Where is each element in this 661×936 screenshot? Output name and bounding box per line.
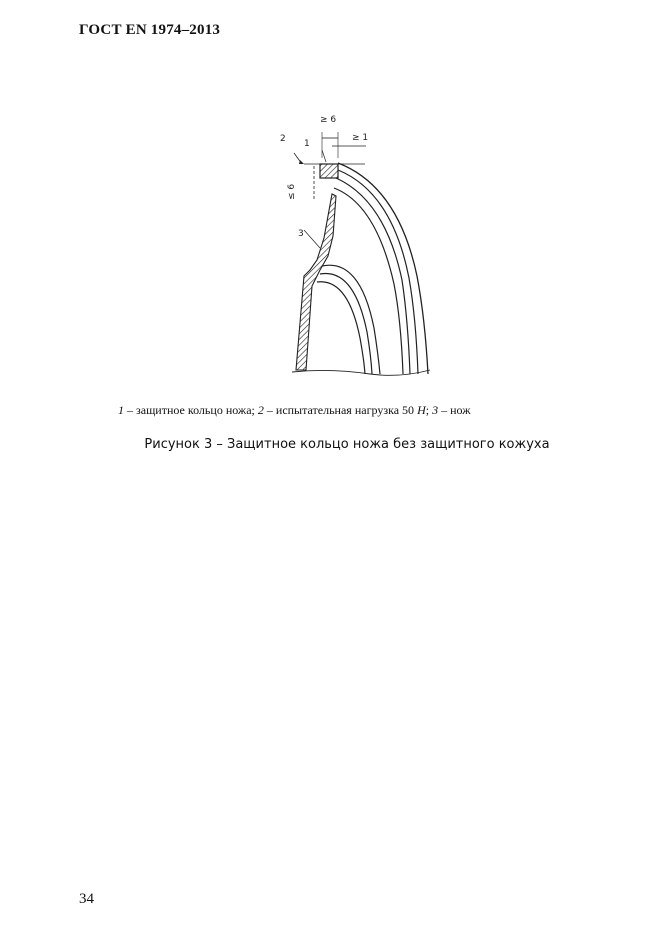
legend-text-2: – испытательная нагрузка 50	[263, 403, 418, 417]
legend-unit: Н	[417, 403, 426, 417]
dim-le6: ≤ 6	[287, 183, 297, 200]
dim-ge1: ≥ 1	[352, 133, 369, 143]
guard-ring-section	[320, 164, 338, 178]
page-number: 34	[79, 891, 94, 907]
outer-arc-2	[338, 170, 418, 374]
callout-3: 3	[298, 229, 304, 239]
outer-arc-1	[338, 163, 428, 374]
inner-arc-2	[320, 273, 372, 374]
callout-2: 2	[280, 134, 286, 144]
legend-key-2: 2	[257, 403, 264, 417]
inner-arc-3	[317, 282, 365, 374]
inner-arc-1	[322, 265, 380, 374]
legend-text-4: – нож	[438, 403, 471, 417]
legend-key-3: 3	[432, 403, 439, 417]
legend-text-3: ;	[425, 403, 433, 417]
outer-arc-3	[336, 178, 410, 374]
callout-1: 1	[304, 139, 310, 149]
figure-caption: Рисунок 3 – Защитное кольцо ножа без защитного кожуха	[144, 437, 550, 452]
document-header: ГОСТ EN 1974–2013	[79, 22, 221, 38]
legend-text-1: – защитное кольцо ножа;	[124, 403, 258, 417]
blade-section	[296, 194, 336, 370]
technical-drawing	[270, 108, 450, 380]
figure-legend	[118, 403, 471, 418]
dim-ge6: ≥ 6	[320, 115, 337, 125]
guard-ring-drawing	[270, 108, 450, 380]
legend-key-1: 1	[118, 403, 124, 417]
